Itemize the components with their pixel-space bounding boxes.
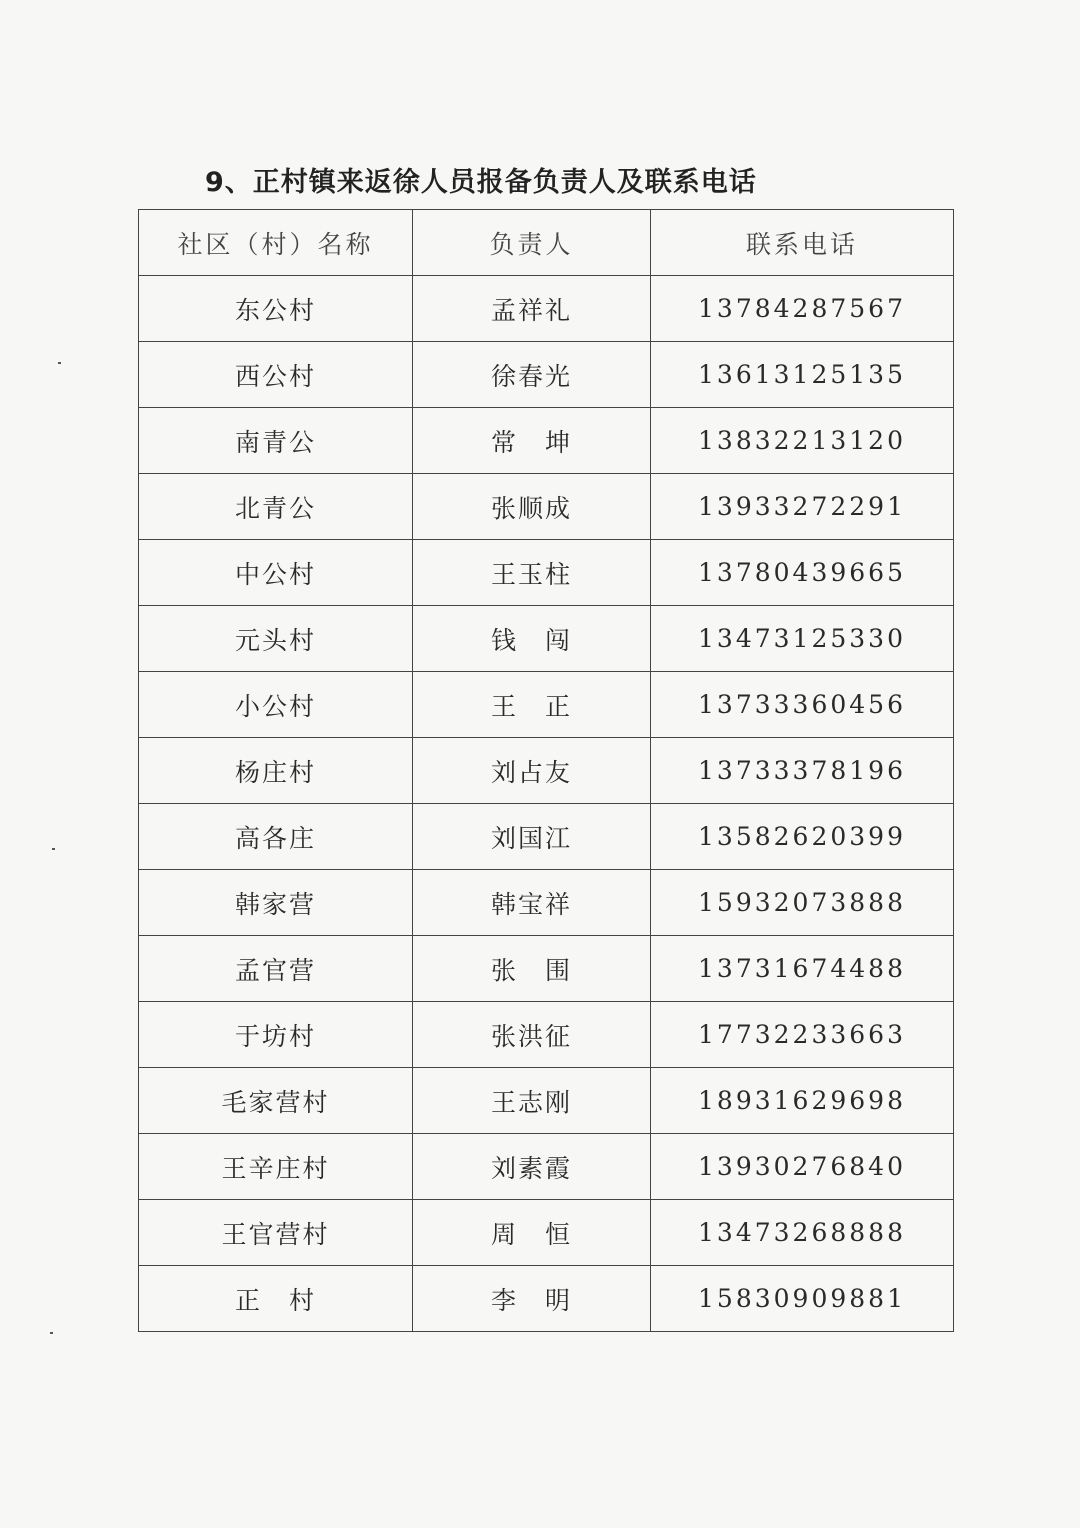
phone-cell: 15830909881 — [651, 1266, 954, 1332]
phone-cell: 13613125135 — [651, 342, 954, 408]
person-cell: 韩宝祥 — [413, 870, 651, 936]
phone-cell: 13930276840 — [651, 1134, 954, 1200]
village-cell: 元头村 — [139, 606, 413, 672]
phone-cell: 13731674488 — [651, 936, 954, 1002]
village-cell: 北青公 — [139, 474, 413, 540]
village-cell: 南青公 — [139, 408, 413, 474]
village-cell: 毛家营村 — [139, 1068, 413, 1134]
scan-speck — [58, 362, 61, 364]
village-cell: 中公村 — [139, 540, 413, 606]
table-row — [139, 1266, 954, 1332]
contact-table — [138, 209, 954, 1332]
table-row — [139, 474, 954, 540]
person-cell: 王 正 — [413, 672, 651, 738]
village-cell: 于坊村 — [139, 1002, 413, 1068]
table-row — [139, 408, 954, 474]
phone-cell: 13832213120 — [651, 408, 954, 474]
table-row — [139, 672, 954, 738]
person-cell: 张洪征 — [413, 1002, 651, 1068]
table-row — [139, 870, 954, 936]
scan-speck — [52, 848, 55, 850]
table-row — [139, 606, 954, 672]
village-cell: 小公村 — [139, 672, 413, 738]
phone-cell: 17732233663 — [651, 1002, 954, 1068]
phone-cell: 18931629698 — [651, 1068, 954, 1134]
phone-cell: 13780439665 — [651, 540, 954, 606]
person-cell: 孟祥礼 — [413, 276, 651, 342]
table-row — [139, 738, 954, 804]
table-row — [139, 804, 954, 870]
village-cell: 高各庄 — [139, 804, 413, 870]
column-header-village: 社区（村）名称 — [139, 210, 413, 276]
person-cell: 刘占友 — [413, 738, 651, 804]
column-header-phone: 联系电话 — [651, 210, 954, 276]
phone-cell: 15932073888 — [651, 870, 954, 936]
table-row — [139, 1002, 954, 1068]
person-cell: 刘国江 — [413, 804, 651, 870]
person-cell: 王玉柱 — [413, 540, 651, 606]
table-row — [139, 276, 954, 342]
person-cell: 常 坤 — [413, 408, 651, 474]
village-cell: 韩家营 — [139, 870, 413, 936]
village-cell: 王辛庄村 — [139, 1134, 413, 1200]
phone-cell: 13473125330 — [651, 606, 954, 672]
village-cell: 杨庄村 — [139, 738, 413, 804]
person-cell: 张 围 — [413, 936, 651, 1002]
table-header-row — [139, 210, 954, 276]
page-title: 9、正村镇来返徐人员报备负责人及联系电话 — [205, 167, 757, 198]
table-row — [139, 342, 954, 408]
village-cell: 正 村 — [139, 1266, 413, 1332]
phone-cell: 13784287567 — [651, 276, 954, 342]
table-row — [139, 1068, 954, 1134]
table-row — [139, 540, 954, 606]
person-cell: 张顺成 — [413, 474, 651, 540]
table-row — [139, 1200, 954, 1266]
village-cell: 孟官营 — [139, 936, 413, 1002]
phone-cell: 13733378196 — [651, 738, 954, 804]
person-cell: 周 恒 — [413, 1200, 651, 1266]
phone-cell: 13933272291 — [651, 474, 954, 540]
column-header-person: 负责人 — [413, 210, 651, 276]
person-cell: 王志刚 — [413, 1068, 651, 1134]
person-cell: 钱 闯 — [413, 606, 651, 672]
person-cell: 李 明 — [413, 1266, 651, 1332]
scan-speck — [50, 1332, 53, 1334]
village-cell: 王官营村 — [139, 1200, 413, 1266]
person-cell: 徐春光 — [413, 342, 651, 408]
table-row — [139, 936, 954, 1002]
person-cell: 刘素霞 — [413, 1134, 651, 1200]
phone-cell: 13582620399 — [651, 804, 954, 870]
village-cell: 东公村 — [139, 276, 413, 342]
phone-cell: 13733360456 — [651, 672, 954, 738]
village-cell: 西公村 — [139, 342, 413, 408]
table-row — [139, 1134, 954, 1200]
phone-cell: 13473268888 — [651, 1200, 954, 1266]
